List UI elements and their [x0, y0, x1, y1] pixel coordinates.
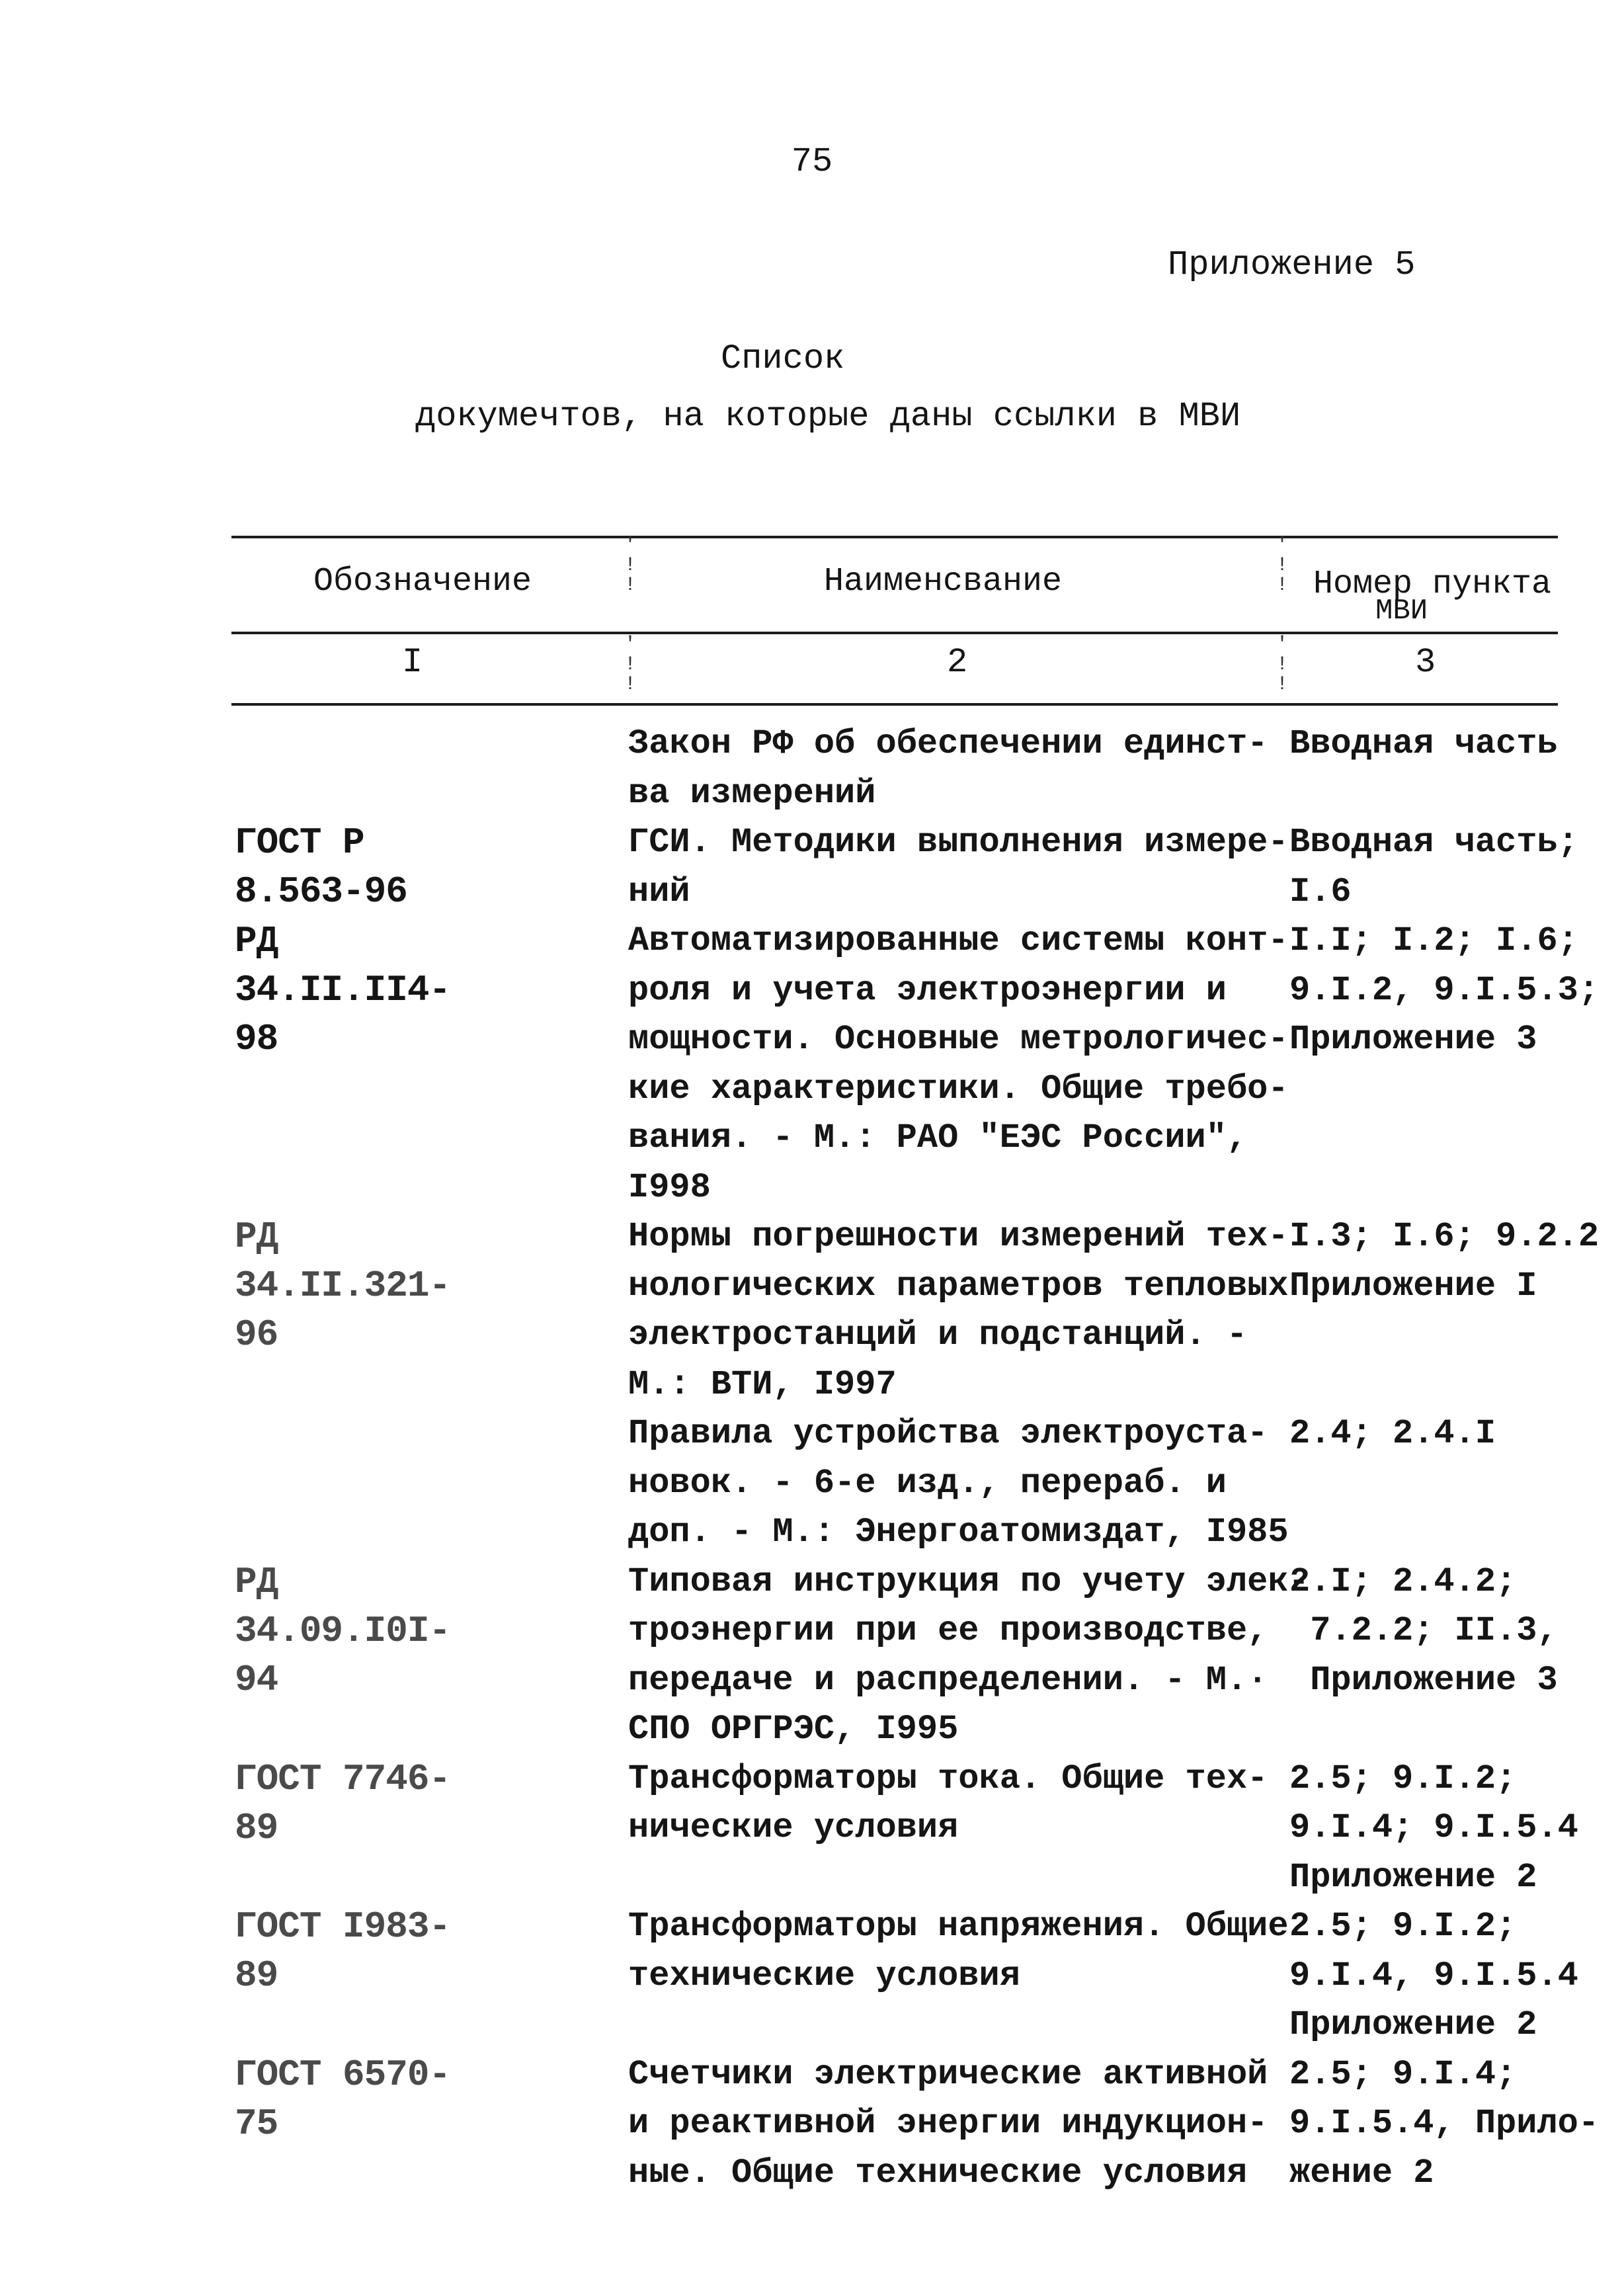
- name-line: Типовая инструкция по учету элек-: [628, 1562, 1309, 1601]
- clause-cell: [1289, 1902, 1578, 2050]
- clause-line: I.6: [1289, 872, 1352, 911]
- name-line: ний: [628, 872, 690, 911]
- column-separator: ' ! !: [624, 534, 637, 597]
- name-line: и реактивной энергии индукцион-: [628, 2104, 1268, 2143]
- designation-cell: РД 34.09.I0I-94: [235, 1560, 451, 1701]
- clause-cell: [1289, 1409, 1496, 1459]
- table-row: [0, 720, 1624, 818]
- designation-cell: ГОСТ 7746-89: [235, 1757, 451, 1849]
- table-row: [0, 917, 1624, 1212]
- name-line: роля и учета электроэнергии и: [628, 970, 1227, 1010]
- name-line: ные. Общие технические условия: [628, 2153, 1248, 2192]
- designation-cell: ГОСТ Р 8.563-96: [235, 821, 407, 913]
- name-cell: [476, 2050, 1289, 2198]
- clause-line: 9.I.4, 9.I.5.4: [1289, 1956, 1578, 1995]
- list-subtitle: докумечтов, на которые даны ссылки в МВИ: [415, 397, 1241, 436]
- clause-line: Приложение 3: [1289, 1660, 1558, 1700]
- clause-line: 9.I.5.4, Прило-: [1289, 2104, 1600, 2143]
- column-number-2: 2: [947, 643, 968, 682]
- clause-line: Приложение I: [1289, 1266, 1537, 1306]
- column-separator: ' ! !: [1276, 634, 1289, 696]
- name-cell: [476, 818, 1289, 917]
- clause-line: 7.2.2; II.3,: [1289, 1611, 1558, 1650]
- name-cell: [476, 1755, 1289, 1853]
- name-line: ва измерений: [628, 773, 876, 813]
- table-body: [0, 720, 1624, 2198]
- header-clause-number: Номер пункта: [1313, 565, 1552, 603]
- name-line: Трансформаторы тока. Общие тех-: [628, 1759, 1268, 1798]
- column-separator: ' ! !: [624, 634, 637, 696]
- clause-cell: [1289, 1212, 1599, 1311]
- name-line: передаче и распределении. - М.·: [628, 1660, 1268, 1700]
- name-line: Нормы погрешности измерений тех-: [628, 1217, 1289, 1256]
- header-rule: [231, 632, 1558, 634]
- table-top-rule: [231, 536, 1558, 538]
- name-line: ГСИ. Методики выполнения измере-: [628, 823, 1289, 862]
- name-line: мощности. Основные метрологичес-: [628, 1020, 1289, 1059]
- table-row: [0, 1558, 1624, 1755]
- name-line: новок. - 6-е изд., перераб. и: [628, 1463, 1227, 1503]
- designation-cell: ГОСТ I983-89: [235, 1905, 451, 1997]
- name-line: нические условия: [628, 1808, 959, 1847]
- name-line: кие характеристики. Общие требо-: [628, 1069, 1289, 1108]
- header-clause-number-sub: МВИ: [1375, 595, 1428, 628]
- clause-line: 9.I.4; 9.I.5.4: [1289, 1808, 1578, 1847]
- name-line: Счетчики электрические активной: [628, 2054, 1268, 2094]
- designation-cell: РД 34.II.321-96: [235, 1216, 451, 1356]
- column-numbers-rule: [231, 703, 1558, 706]
- name-line: технические условия: [628, 1956, 1020, 1995]
- name-line: электростанций и подстанций. -: [628, 1315, 1248, 1355]
- clause-cell: [1289, 1558, 1558, 1706]
- list-title: Список: [721, 339, 845, 378]
- page-number: 75: [791, 142, 833, 181]
- table-row: [0, 1755, 1624, 1903]
- name-line: доп. - М.: Энергоатомиздат, I985: [628, 1513, 1289, 1552]
- column-number-1: I: [402, 643, 423, 682]
- name-line: нологических параметров тепловых: [628, 1266, 1289, 1306]
- appendix-label: Приложение 5: [1168, 245, 1416, 284]
- clause-cell: [1289, 2050, 1599, 2198]
- name-line: СПО ОРГРЭС, I995: [628, 1710, 959, 1749]
- name-line: I998: [628, 1167, 711, 1207]
- header-name: Наименсвание: [824, 563, 1063, 601]
- name-line: Автоматизированные системы конт-: [628, 921, 1289, 960]
- name-cell: [476, 917, 1289, 1212]
- name-line: Закон РФ об обеспечении единст-: [628, 724, 1268, 763]
- clause-line: 2.5; 9.I.4;: [1289, 2054, 1517, 2094]
- name-line: Правила устройства электроуста-: [628, 1414, 1268, 1453]
- clause-cell: [1289, 818, 1578, 917]
- clause-line: 2.5; 9.I.2;: [1289, 1907, 1517, 1946]
- table-row: [0, 1902, 1624, 2050]
- header-designation: Обозначение: [313, 563, 532, 601]
- table-row: [0, 2050, 1624, 2198]
- table-row: [0, 818, 1624, 917]
- clause-cell: [1289, 917, 1599, 1065]
- table-row: [0, 1212, 1624, 1409]
- clause-line: 2.5; 9.I.2;: [1289, 1759, 1517, 1798]
- name-line: вания. - М.: РАО "ЕЭС России",: [628, 1118, 1248, 1157]
- name-cell: [476, 720, 1289, 818]
- table-row: [0, 1409, 1624, 1558]
- name-line: М.: ВТИ, I997: [628, 1364, 897, 1404]
- name-cell: [476, 1558, 1309, 1755]
- clause-line: Приложение 2: [1289, 1857, 1537, 1897]
- name-line: троэнергии при ее производстве,: [628, 1611, 1268, 1650]
- name-cell: [476, 1409, 1289, 1558]
- clause-line: Приложение 3: [1289, 1020, 1537, 1059]
- clause-line: 9.I.2, 9.I.5.3;: [1289, 970, 1600, 1010]
- clause-line: Приложение 2: [1289, 2005, 1537, 2044]
- name-cell: [476, 1212, 1289, 1409]
- clause-line: Вводная часть;: [1289, 823, 1578, 862]
- designation-cell: ГОСТ 6570-75: [235, 2053, 451, 2145]
- column-separator: ' ! !: [1276, 534, 1289, 597]
- column-number-3: 3: [1415, 643, 1436, 682]
- clause-line: I.I; I.2; I.6;: [1289, 921, 1578, 960]
- clause-line: 2.I; 2.4.2;: [1289, 1562, 1517, 1601]
- clause-line: Вводная часть: [1289, 724, 1558, 763]
- name-cell: [476, 1902, 1289, 2001]
- clause-line: 2.4; 2.4.I: [1289, 1414, 1496, 1453]
- clause-cell: [1289, 1755, 1578, 1903]
- clause-cell: [1289, 720, 1558, 769]
- clause-line: жение 2: [1289, 2153, 1434, 2192]
- name-line: Трансформаторы напряжения. Общие: [628, 1907, 1289, 1946]
- clause-line: I.3; I.6; 9.2.2: [1289, 1217, 1600, 1256]
- designation-cell: РД 34.II.II4-98: [235, 920, 451, 1060]
